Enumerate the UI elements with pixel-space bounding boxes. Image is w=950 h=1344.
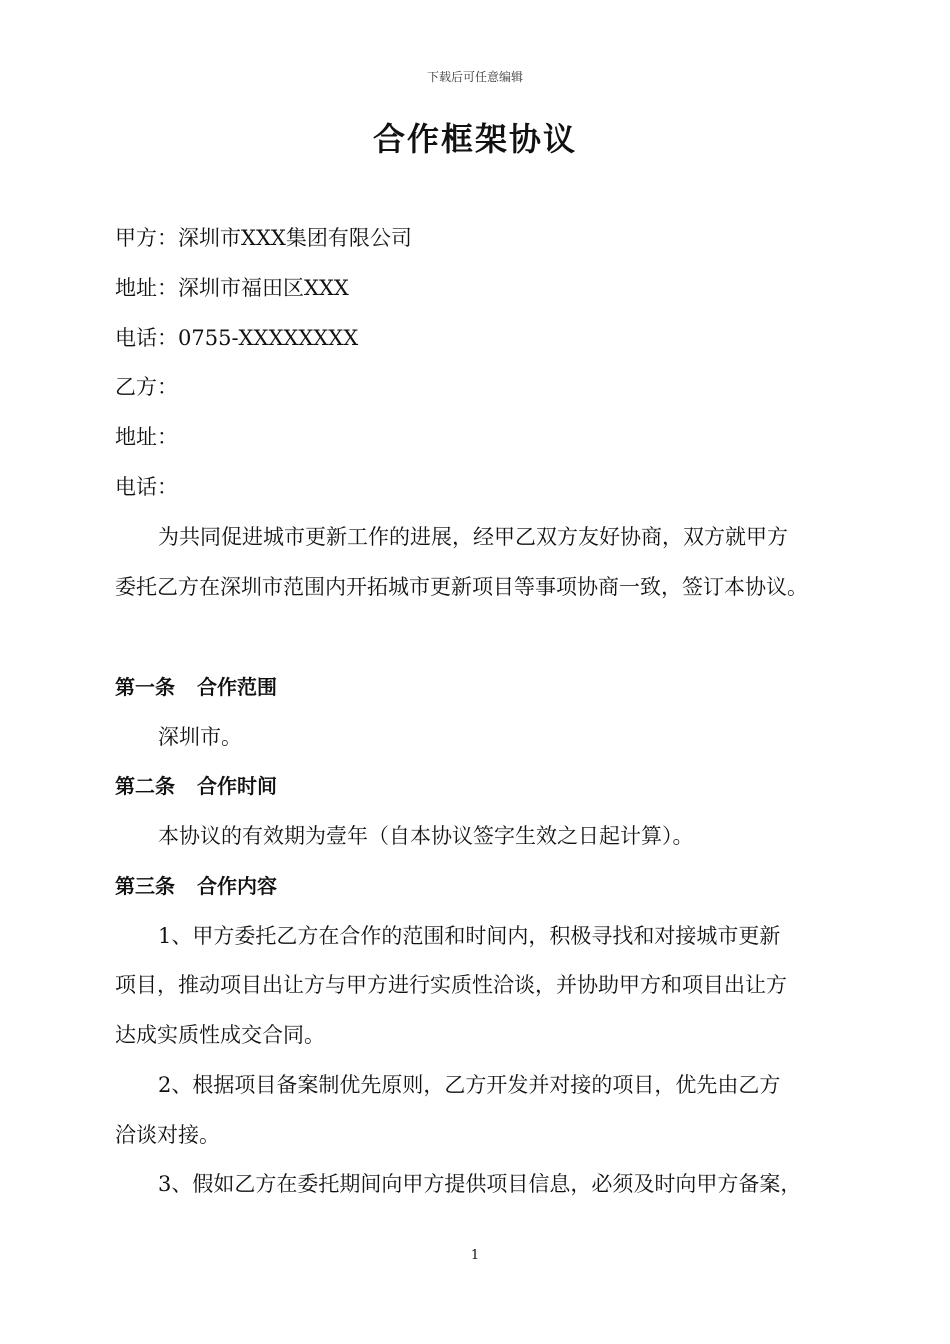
article-body-line: 2、根据项目备案制优先原则，乙方开发并对接的项目，优先由乙方 — [158, 1073, 781, 1097]
article-body-line: 1、甲方委托乙方在合作的范围和时间内，积极寻找和对接城市更新 — [158, 924, 781, 948]
page-number: 1 — [470, 1248, 480, 1263]
article-body-line: 项目，推动项目出让方与甲方进行实质性洽谈，并协助甲方和项目出让方 — [115, 973, 787, 997]
preamble-line: 委托乙方在深圳市范围内开拓城市更新项目等事项协商一致，签订本协议。 — [115, 575, 808, 599]
article-title: 合作范围 — [197, 675, 277, 699]
party-b-name: 乙方： — [115, 375, 178, 399]
party-a-name: 甲方：深圳市XXX集团有限公司 — [115, 226, 412, 250]
article-body-line: 深圳市。 — [158, 725, 242, 749]
party-b-address: 地址： — [115, 425, 178, 449]
header-note: 下载后可任意编辑 — [426, 70, 523, 84]
article-number: 第一条 — [115, 675, 175, 699]
party-b-phone: 电话： — [115, 475, 178, 499]
document-title: 合作框架协议 — [372, 120, 577, 158]
party-a-address: 地址：深圳市福田区XXX — [115, 276, 349, 300]
article-heading — [115, 873, 277, 899]
preamble-line: 为共同促进城市更新工作的进展，经甲乙双方友好协商，双方就甲方 — [158, 525, 788, 549]
article-number: 第二条 — [115, 774, 175, 798]
article-title: 合作内容 — [197, 874, 277, 898]
party-a-phone: 电话：0755-XXXXXXXX — [115, 326, 359, 350]
article-body-line: 洽谈对接。 — [115, 1123, 220, 1147]
article-title: 合作时间 — [197, 774, 277, 798]
article-body-line: 达成实质性成交合同。 — [115, 1023, 325, 1047]
article-body-line: 3、假如乙方在委托期间向甲方提供项目信息，必须及时向甲方备案， — [158, 1172, 802, 1196]
article-heading — [115, 773, 277, 799]
article-number: 第三条 — [115, 874, 175, 898]
article-body-line: 本协议的有效期为壹年（自本协议签字生效之日起计算）。 — [158, 824, 694, 848]
article-heading — [115, 674, 277, 700]
